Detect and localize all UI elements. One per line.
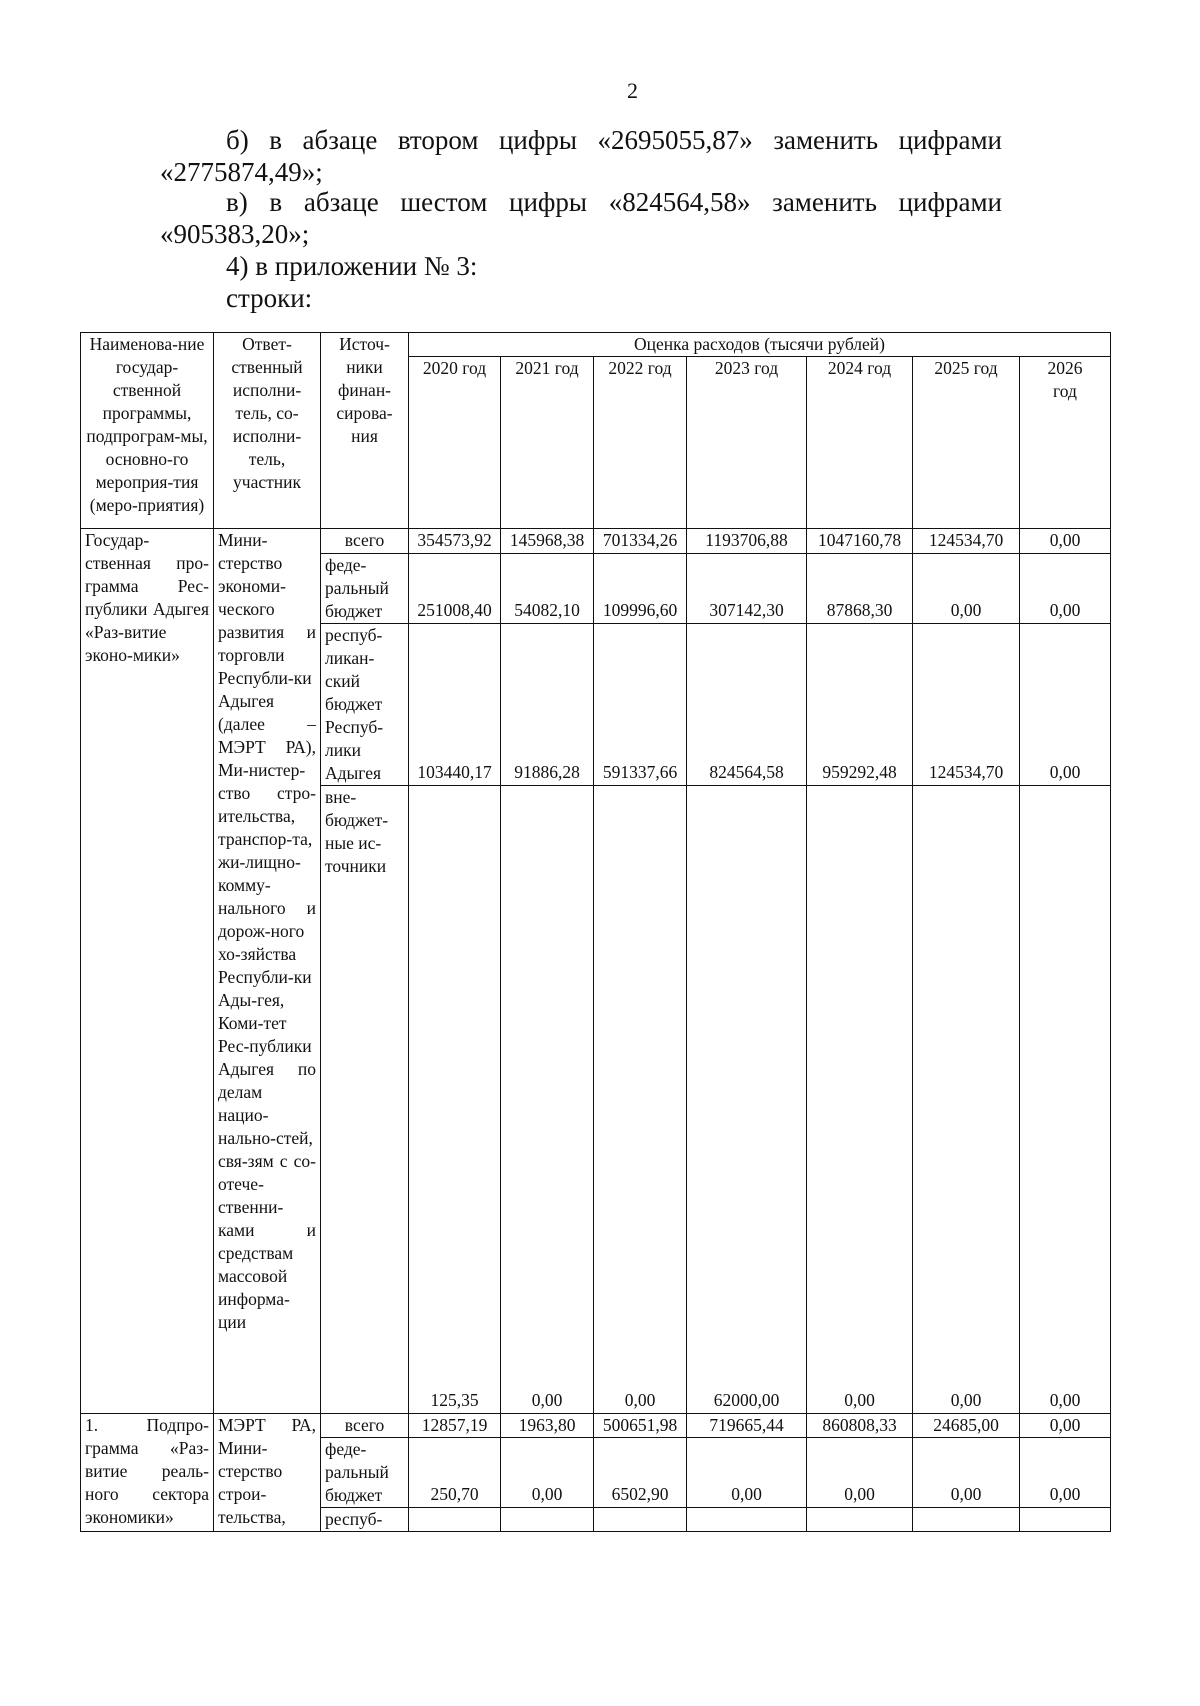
value-cell: 145968,38 <box>501 529 594 554</box>
program-responsible: Мини-стерство экономи-ческого развития и торговли Республи-ки Адыгея (далее – МЭРТ РА), Ми-нистер-ство стро-ительства, транспор-та, жи-лищно-комму-нального и дорож-ного хо-зяйства Республи-ки Ады-гея, Коми-тет Рес-публики Адыгея по делам нацио-нально-стей, свя-зям с со-отече-ственни-ками и средствам массовой информа-ции <box>214 529 321 1414</box>
value-cell: 500651,98 <box>594 1414 687 1438</box>
header-expense-estimate: Оценка расходов (тысячи рублей) <box>409 333 1111 357</box>
paragraph-b-line1: б) в абзаце втором цифры «2695055,87» заменить цифрами <box>226 125 1002 155</box>
source-label: всего <box>321 529 409 554</box>
table-row <box>81 1414 1111 1438</box>
source-label: феде-ральный бюджет <box>321 1438 409 1508</box>
value-cell: 0,00 <box>913 1438 1020 1508</box>
paragraph-v-line2: «905383,20»; <box>160 219 310 249</box>
header-year: 2023 год <box>687 357 807 529</box>
value-cell: 109996,60 <box>594 554 687 624</box>
value-cell: 250,70 <box>409 1438 501 1508</box>
header-year: 2025 год <box>913 357 1020 529</box>
value-cell: 103440,17 <box>409 624 501 786</box>
value-cell: 0,00 <box>1020 786 1111 1414</box>
value-cell: 12857,19 <box>409 1414 501 1438</box>
page-number: 2 <box>627 78 638 103</box>
value-cell: 591337,66 <box>594 624 687 786</box>
header-funding-source: Источ-ники финан-сирова-ния <box>321 333 409 529</box>
value-cell: 0,00 <box>807 786 913 1414</box>
value-cell: 0,00 <box>807 1438 913 1508</box>
value-cell: 0,00 <box>501 786 594 1414</box>
source-label: респуб-ликан-ский бюджет Респуб-лики Адыгея <box>321 624 409 786</box>
value-cell: 719665,44 <box>687 1414 807 1438</box>
value-cell <box>1020 1508 1111 1532</box>
value-cell: 959292,48 <box>807 624 913 786</box>
value-cell: 0,00 <box>1020 1414 1111 1438</box>
value-cell: 1193706,88 <box>687 529 807 554</box>
value-cell <box>807 1508 913 1532</box>
subprogram-name: 1. Подпро-грамма «Раз-витие реаль-ного сектора экономики» <box>81 1414 214 1532</box>
value-cell <box>594 1508 687 1532</box>
value-cell <box>687 1508 807 1532</box>
value-cell: 6502,90 <box>594 1438 687 1508</box>
subprogram-responsible: МЭРТ РА, Мини-стерство строи-тельства, <box>214 1414 321 1532</box>
paragraph-item4: 4) в приложении № 3: <box>226 251 478 281</box>
header-program-name: Наименова-ние государ-ственной программы, подпрограм-мы, основно-го мероприя-тия (меро-приятия) <box>81 333 214 529</box>
value-cell: 0,00 <box>1020 1438 1111 1508</box>
value-cell <box>501 1508 594 1532</box>
header-year: 2026 год <box>1020 357 1111 529</box>
value-cell: 54082,10 <box>501 554 594 624</box>
value-cell: 251008,40 <box>409 554 501 624</box>
header-year: 2021 год <box>501 357 594 529</box>
value-cell: 0,00 <box>913 786 1020 1414</box>
value-cell: 87868,30 <box>807 554 913 624</box>
value-cell: 24685,00 <box>913 1414 1020 1438</box>
value-cell: 124534,70 <box>913 529 1020 554</box>
header-year: 2024 год <box>807 357 913 529</box>
value-cell: 125,35 <box>409 786 501 1414</box>
value-cell: 701334,26 <box>594 529 687 554</box>
value-cell <box>913 1508 1020 1532</box>
value-cell: 62000,00 <box>687 786 807 1414</box>
source-label: респуб- <box>321 1508 409 1532</box>
value-cell: 124534,70 <box>913 624 1020 786</box>
value-cell: 0,00 <box>1020 529 1111 554</box>
value-cell: 824564,58 <box>687 624 807 786</box>
value-cell: 1047160,78 <box>807 529 913 554</box>
value-cell: 0,00 <box>1020 554 1111 624</box>
value-cell: 0,00 <box>913 554 1020 624</box>
paragraph-b-line2: «2775874,49»; <box>160 157 323 187</box>
header-year: 2020 год <box>409 357 501 529</box>
value-cell: 860808,33 <box>807 1414 913 1438</box>
value-cell: 0,00 <box>687 1438 807 1508</box>
paragraph-v-line1: в) в абзаце шестом цифры «824564,58» заменить цифрами <box>226 187 1002 217</box>
source-label: всего <box>321 1414 409 1438</box>
value-cell: 1963,80 <box>501 1414 594 1438</box>
paragraph-rows-label: строки: <box>226 283 313 313</box>
source-label: феде-ральный бюджет <box>321 554 409 624</box>
header-year: 2022 год <box>594 357 687 529</box>
value-cell: 354573,92 <box>409 529 501 554</box>
value-cell: 0,00 <box>1020 624 1111 786</box>
table-row <box>81 529 1111 554</box>
expenditure-table <box>80 332 1111 1532</box>
value-cell: 91886,28 <box>501 624 594 786</box>
value-cell: 307142,30 <box>687 554 807 624</box>
value-cell <box>409 1508 501 1532</box>
value-cell: 0,00 <box>594 786 687 1414</box>
source-label: вне-бюджет-ные ис-точники <box>321 786 409 1414</box>
value-cell: 0,00 <box>501 1438 594 1508</box>
header-responsible: Ответ-ственный исполни-тель, со-исполни-тель, участник <box>214 333 321 529</box>
program-name: Государ-ственная про-грамма Рес-публики Адыгея «Раз-витие эконо-мики» <box>81 529 214 1414</box>
